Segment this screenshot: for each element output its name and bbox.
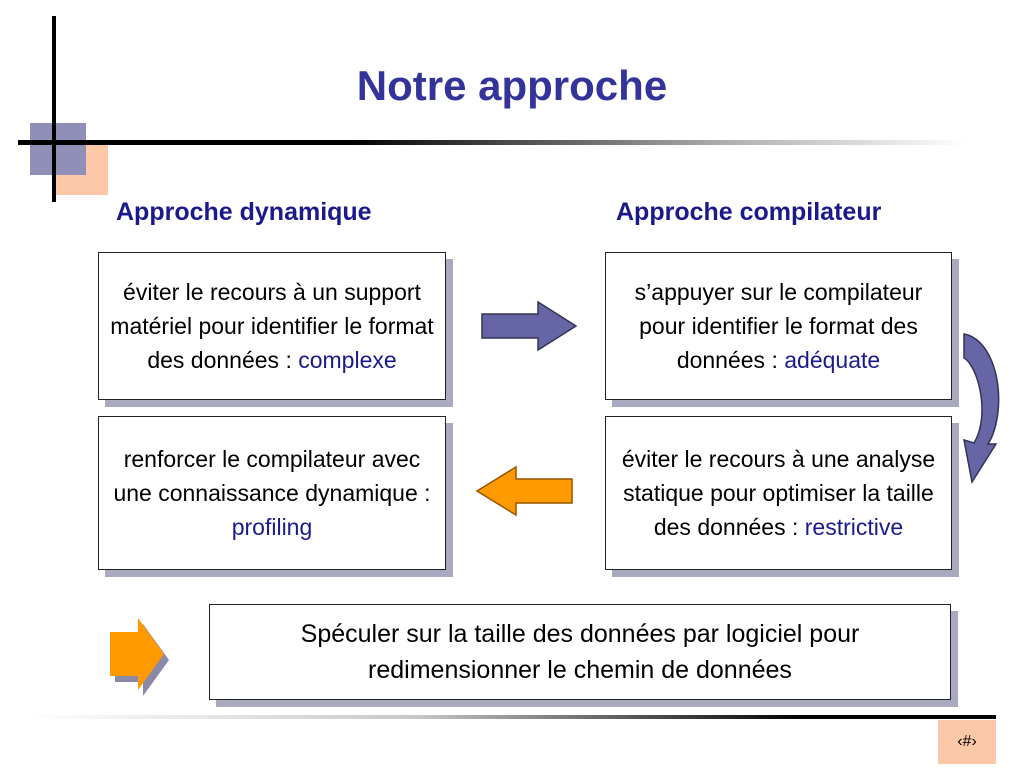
box-bottom-left [98, 416, 446, 570]
heading-dynamic-approach: Approche dynamique [116, 198, 372, 226]
decor-horizontal-line [18, 140, 968, 145]
box-top-right-text: s’appuyer sur le compilateur pour identifier le format des données : adéquate [634, 279, 923, 373]
footer-line [28, 715, 996, 719]
curved-down-arrow-icon [958, 330, 1006, 492]
box-bottom-left-text: renforcer le compilateur avec une connaissance dynamique : profiling [113, 446, 431, 540]
box-top-left-text: éviter le recours à un support matériel pour identifier le format des données : complexe [110, 279, 434, 373]
highlight-profiling: profiling [231, 514, 313, 540]
left-arrow-icon [474, 464, 576, 518]
conclusion-arrow-icon [106, 616, 172, 696]
heading-compiler-approach: Approche compilateur [616, 198, 882, 226]
box-top-left [98, 252, 446, 400]
slide-title: Notre approche [356, 62, 668, 109]
box-top-right [605, 252, 952, 400]
highlight-complexe: complexe [298, 347, 397, 373]
right-arrow-icon [480, 300, 580, 352]
conclusion-text: Spéculer sur la taille des données par logiciel pour redimensionner le chemin de données [300, 620, 860, 684]
highlight-restrictive: restrictive [804, 514, 904, 540]
box-bottom-right [605, 416, 952, 570]
page-number: ‹#› [938, 720, 996, 764]
conclusion-box [209, 604, 951, 700]
box-bottom-right-text: éviter le recours à une analyse statique pour optimiser la taille des données : restrictive [621, 446, 936, 540]
decor-square-blue [30, 123, 86, 175]
highlight-adequate: adéquate [784, 347, 881, 373]
